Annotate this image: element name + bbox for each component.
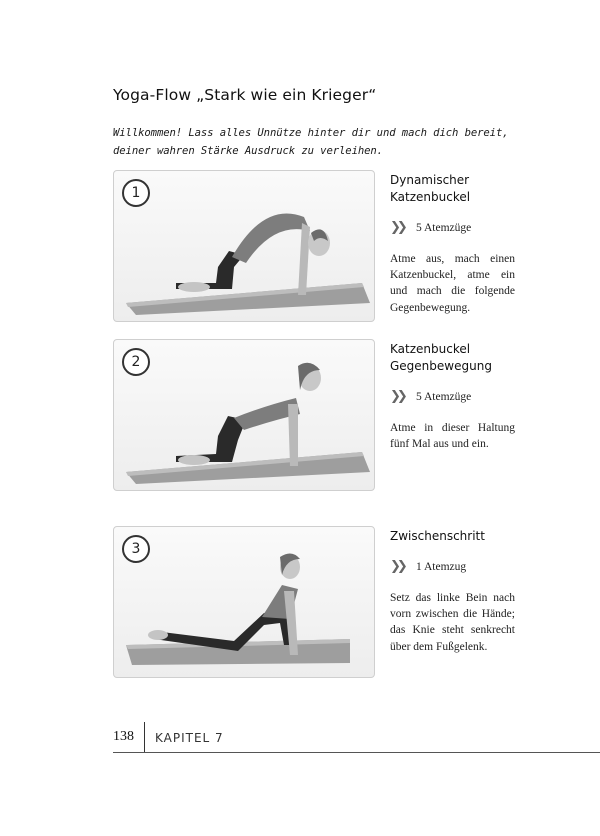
pose-photo-counter-movement: [113, 339, 375, 491]
step-title-line: Katzenbuckel: [390, 342, 471, 356]
pose-photo-transition: [113, 526, 375, 678]
step-number-badge: 1: [122, 179, 150, 207]
chapter-label: KAPITEL 7: [155, 731, 224, 745]
pose-photo-cat-back: [113, 170, 375, 322]
step-title-line: Zwischenschritt: [390, 529, 485, 543]
page-number: 138: [113, 729, 134, 744]
step-text: Setz das linke Bein nach vorn zwischen die Hände; das Knie steht senkrecht über dem Fußgelenk.: [390, 592, 515, 653]
step-title-line: Gegenbewegung: [390, 359, 492, 373]
step-number-badge: 2: [122, 348, 150, 376]
step-title-line: Dynamischer: [390, 173, 470, 187]
breath-count: [390, 559, 515, 574]
breath-label: 5 Atemzüge: [416, 221, 472, 234]
double-chevron-right-icon: ❯❯: [390, 559, 404, 574]
step-description-3: [390, 528, 515, 655]
step-title-line: Katzenbuckel: [390, 190, 471, 204]
yoga-figure-illustration: [114, 171, 374, 321]
step-text: Atme aus, mach einen Katzenbuckel, atme ein und mach die folgende Gegenbewegung.: [390, 253, 515, 314]
footer-rule: [113, 752, 600, 753]
breath-label: 5 Atemzüge: [416, 390, 472, 403]
footer-separator: [144, 722, 145, 752]
double-chevron-right-icon: ❯❯: [390, 220, 404, 235]
step-description-1: [390, 172, 515, 316]
step-number-badge: 3: [122, 535, 150, 563]
intro-text: Willkommen! Lass alles Unnütze hinter dir und mach dich bereit, deiner wahren Stärke Ausdruck zu verleihen.: [113, 127, 509, 157]
yoga-figure-illustration: [114, 527, 374, 677]
page-title: Yoga-Flow „Stark wie ein Krieger“: [113, 86, 377, 104]
double-chevron-right-icon: ❯❯: [390, 389, 404, 404]
step-description-2: [390, 341, 515, 452]
breath-count: [390, 220, 515, 235]
yoga-figure-illustration: [114, 340, 374, 490]
breath-count: [390, 389, 515, 404]
step-text: Atme in dieser Haltung fünf Mal aus und ein.: [390, 422, 515, 451]
breath-label: 1 Atemzug: [416, 560, 467, 573]
